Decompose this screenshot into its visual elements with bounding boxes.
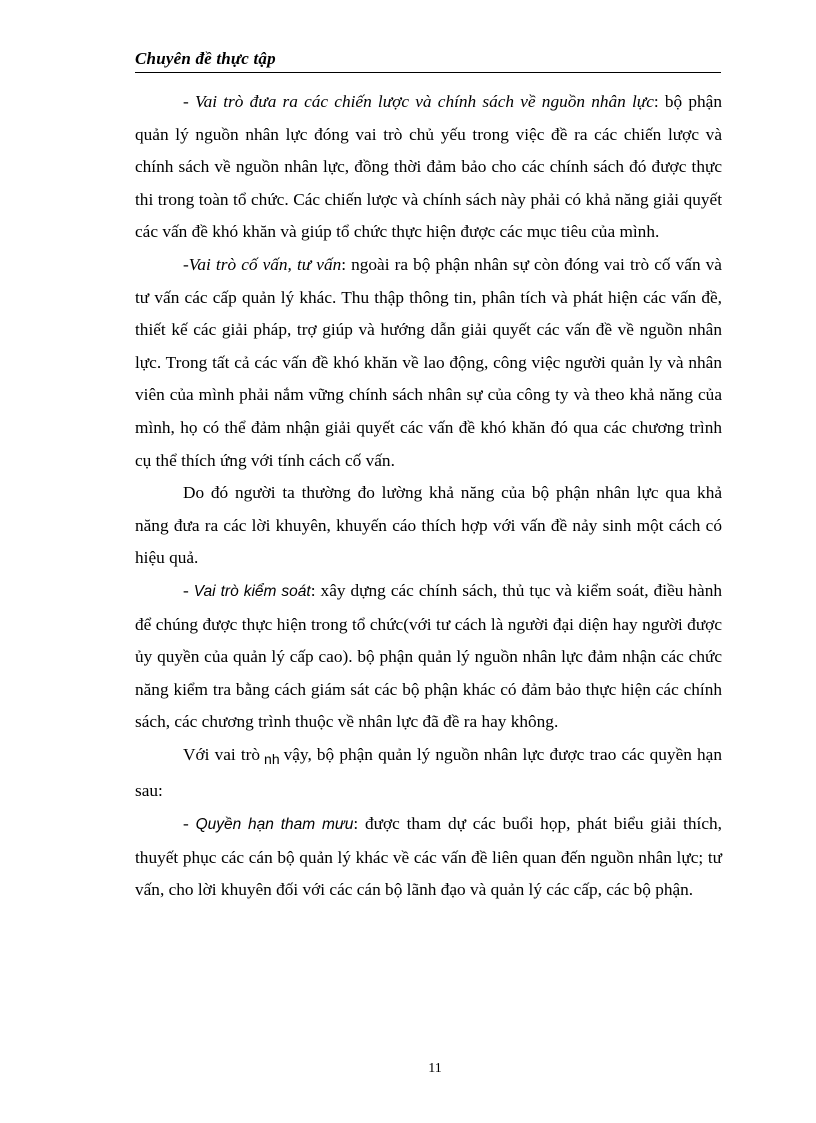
paragraph-advisory-role [135,249,722,477]
paragraph-text: : được tham dự các buổi họp, phát biểu giải thích, thuyết phục các cán bộ quản lý khác về các vấn đề liên quan đến nguồn nhân lực; tư vấn, cho lời khuyên đối với các cán bộ lãnh đạo và quản lý các cấp, các bộ phận. [135,814,722,900]
paragraph-text: Do đó người ta thường đo lường khả năng của bộ phận nhân lực qua khả năng đưa ra các lời khuyên, khuyến cáo thích hợp với vấn đề nảy sinh một cách có hiệu quả. [135,483,722,568]
paragraph-text: : ngoài ra bộ phận nhân sự còn đóng vai trò cố vấn và tư vấn các cấp quản lý khác. Thu thập thông tin, phân tích và phát hiện các vấn đề, thiết kế các giải pháp, trợ giúp và hướng dẫn giải quyết các vấn đề về nguồn nhân lực. Trong tất cả các vấn đề khó khăn về lao động, công việc người quản ly và nhân viên của mình phải nắm vững chính sách nhân sự của công ty và theo khả năng của mình, họ có thể đảm nhận giải quyết các vấn đề khó khăn đó qua các chương trình cụ thể thích ứng với tính cách cố vấn. [135,254,722,470]
paragraph-strategy-role [135,86,722,249]
bullet-dash: - [183,254,189,274]
term-advisory-role: Vai trò cố vấn, tư vấn [188,254,342,274]
bullet-dash: - [183,814,196,834]
paragraph-subscript-fragment: nh [264,750,280,767]
paragraph-text-before: Với vai trò [183,744,261,764]
paragraph-measurement [135,477,722,575]
paragraph-text: : xây dựng các chính sách, thủ tục và kiểm soát, điều hành để chúng được thực hiện trong tổ chức(với tư cách là người đại diện hay người được ủy quyền của quản lý cấp cao). bộ phận quản lý nguồn nhân lực đảm nhận các chức năng kiểm tra bằng cách giám sát các bộ phận khác có đảm bảo thực hiện các chính sách, các chương trình thuộc về nhân lực đã đề ra hay không. [135,580,722,732]
term-advisory-authority: Quyền hạn tham mưu [195,816,354,834]
paragraph-advisory-authority [135,808,722,907]
document-body [135,86,722,907]
page-header [135,48,721,73]
bullet-dash: - [183,580,194,600]
bullet-dash: - [183,92,195,111]
page-number: 11 [428,1061,442,1076]
paragraph-authority-intro [135,739,722,808]
header-title: Chuyên đề thực tập [135,49,276,68]
paragraph-text-after: vậy, bộ phận quản lý nguồn nhân lực được trao các quyền hạn sau: [135,744,722,801]
term-strategy-role: Vai trò đưa ra các chiến lược và chính sách về nguồn nhân lực [194,92,654,111]
term-control-role: Vai trò kiểm soát [193,582,311,600]
paragraph-text: : bộ phận quản lý nguồn nhân lực đóng vai trò chủ yếu trong việc đề ra các chiến lược và chính sách về nguồn nhân lực, đồng thời đảm bảo cho các chính sách đó được thực thi trong toàn tổ chức. Các chiến lược và chính sách này phải có khả năng giải quyết các vấn đề khó khăn và giúp tổ chức thực hiện được các mục tiêu của mình. [135,92,722,242]
paragraph-control-role [135,575,722,739]
